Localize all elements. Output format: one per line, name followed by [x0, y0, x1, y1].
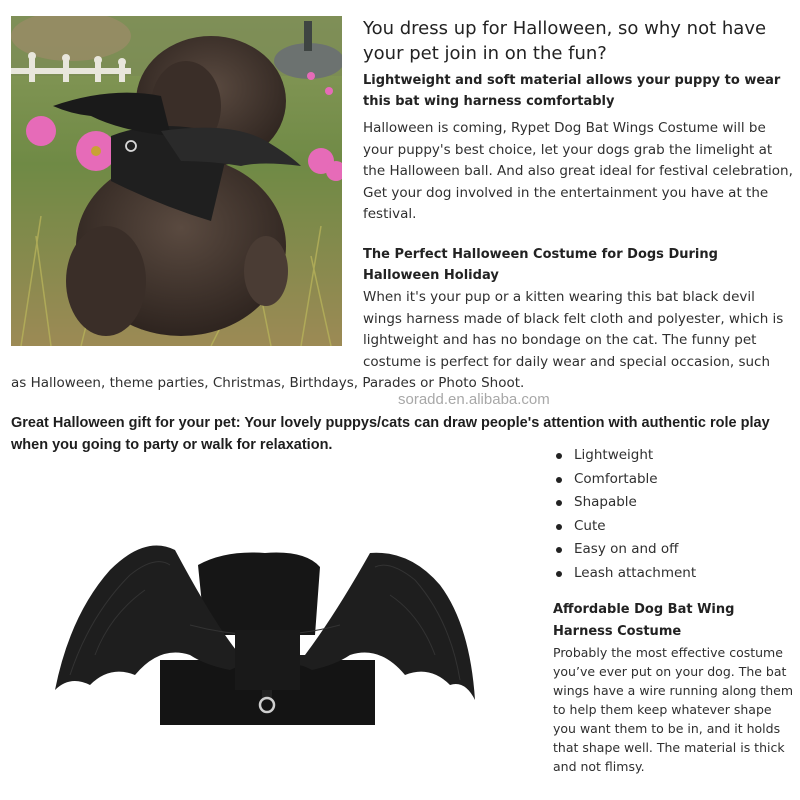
paragraph-costume-description-cont: as Halloween, theme parties, Christmas, Birthdays, Parades or Photo Shoot.: [11, 375, 525, 391]
subheading-affordable: Affordable Dog Bat Wing Harness Costume: [553, 602, 735, 639]
subheading-lightweight: Lightweight and soft material allows your puppy to wear this bat wing harness comfortably: [363, 73, 781, 109]
headline: You dress up for Halloween, so why not have your pet join in on the fun?: [363, 18, 767, 64]
subheading-perfect-costume: The Perfect Halloween Costume for Dogs During Halloween Holiday: [363, 247, 718, 283]
paragraph-affordable: Probably the most effective costume you’ve ever put on your dog. The bat wings have a wire running along them to help them keep whatever shape you want them to be in, and it holds that shape well. The material is thick and not flimsy.: [553, 645, 794, 774]
feature-item: Cute: [555, 515, 775, 539]
feature-item: Comfortable: [555, 468, 775, 492]
feature-list: [555, 444, 775, 586]
paragraph-costume-description: When it's your pup or a kitten wearing this bat black devil wings harness made of black felt cloth and polyester, which is lightweight and has no bondage on the cat. The funny pet costume is perfect for daily wear and special occasion, such: [363, 289, 784, 370]
feature-item: Shapable: [555, 491, 775, 515]
feature-item: Lightweight: [555, 444, 775, 468]
feature-item: Easy on and off: [555, 538, 775, 562]
harness-photo: [50, 505, 480, 745]
dog-photo: [11, 16, 342, 346]
paragraph-halloween-coming: Halloween is coming, Rypet Dog Bat Wings Costume will be your puppy's best choice, let your dogs grab the limelight at the Halloween ball. And also great ideal for festival celebration, Get your dog involved in the entertainment you have at the festival.: [363, 120, 793, 222]
watermark: soradd.en.alibaba.com: [398, 391, 550, 408]
feature-item: Leash attachment: [555, 562, 775, 586]
gift-heading: Great Halloween gift for your pet: Your lovely puppys/cats can draw people's attention with authentic role play when you going to party or walk for relaxation.: [11, 415, 770, 453]
